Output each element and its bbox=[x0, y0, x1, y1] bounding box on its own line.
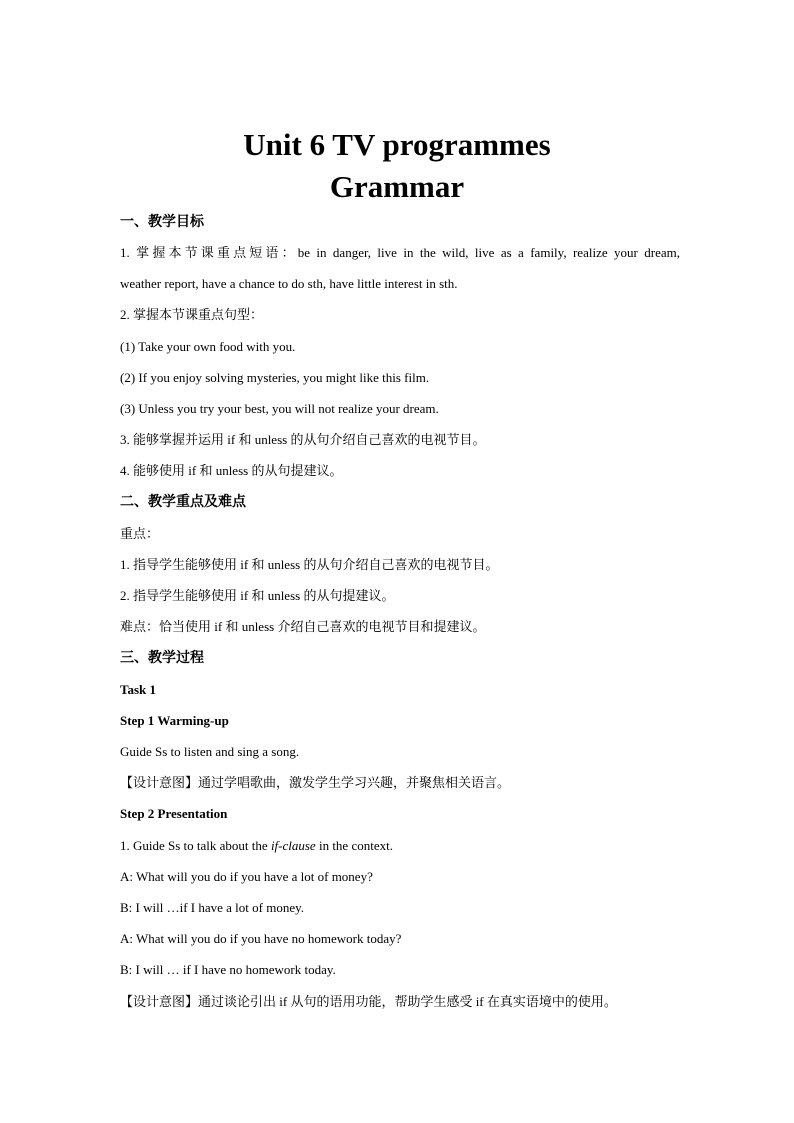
objective-2: 2. 掌握本节课重点句型： bbox=[120, 307, 264, 322]
objective-4: 4. 能够使用 if 和 unless 的从句提建议。 bbox=[120, 463, 343, 478]
objective-3: 3. 能够掌握并运用 if 和 unless 的从句介绍自己喜欢的电视节目。 bbox=[120, 432, 486, 447]
step-2-heading: Step 2 Presentation bbox=[120, 806, 228, 821]
key-label: 重点： bbox=[120, 526, 160, 541]
task-1-heading: Task 1 bbox=[120, 682, 157, 697]
sentence-3: (3) Unless you try your best, you will not realize your dream. bbox=[120, 401, 439, 416]
dialogue-line-2: B: I will …if I have a lot of money. bbox=[120, 900, 305, 915]
step-2-text bbox=[120, 838, 680, 854]
section-heading-objectives: 一、教学目标 bbox=[120, 214, 204, 230]
section-heading-process: 三、教学过程 bbox=[120, 650, 204, 666]
difficult-point: 难点：恰当使用 if 和 unless 介绍自己喜欢的电视节目和提建议。 bbox=[120, 619, 486, 634]
design-intent-1: 【设计意图】通过学唱歌曲，激发学生学习兴趣，并聚焦相关语言。 bbox=[120, 775, 511, 790]
dialogue-line-1: A: What will you do if you have a lot of money? bbox=[120, 869, 373, 884]
step-2-text-b: in the context. bbox=[315, 838, 393, 853]
step-2-text-em: if-clause bbox=[270, 838, 316, 853]
objective-1-line-2: weather report, have a chance to do sth, have little interest in sth. bbox=[120, 276, 458, 291]
dialogue-line-3: A: What will you do if you have no homework today? bbox=[120, 931, 402, 946]
step-1-heading: Step 1 Warming-up bbox=[120, 713, 229, 728]
page-title: Unit 6 TV programmes bbox=[243, 127, 551, 162]
page-subtitle: Grammar bbox=[329, 169, 465, 204]
objective-1-line-1: 1. 掌握本节课重点短语：be in danger, live in the wild, live as a family, realize your dream, bbox=[120, 245, 680, 260]
sentence-2: (2) If you enjoy solving mysteries, you might like this film. bbox=[120, 370, 430, 385]
key-point-2: 2. 指导学生能够使用 if 和 unless 的从句提建议。 bbox=[120, 588, 395, 603]
key-point-1: 1. 指导学生能够使用 if 和 unless 的从句介绍自己喜欢的电视节目。 bbox=[120, 557, 499, 572]
sentence-1: (1) Take your own food with you. bbox=[120, 339, 296, 354]
dialogue-line-4: B: I will … if I have no homework today. bbox=[120, 962, 336, 977]
section-heading-key-points: 二、教学重点及难点 bbox=[120, 494, 246, 510]
step-2-text-a: 1. Guide Ss to talk about the bbox=[120, 838, 271, 853]
step-1-text: Guide Ss to listen and sing a song. bbox=[120, 744, 300, 759]
design-intent-2: 【设计意图】通过谈论引出 if 从句的语用功能，帮助学生感受 if 在真实语境中的使用。 bbox=[120, 994, 617, 1009]
